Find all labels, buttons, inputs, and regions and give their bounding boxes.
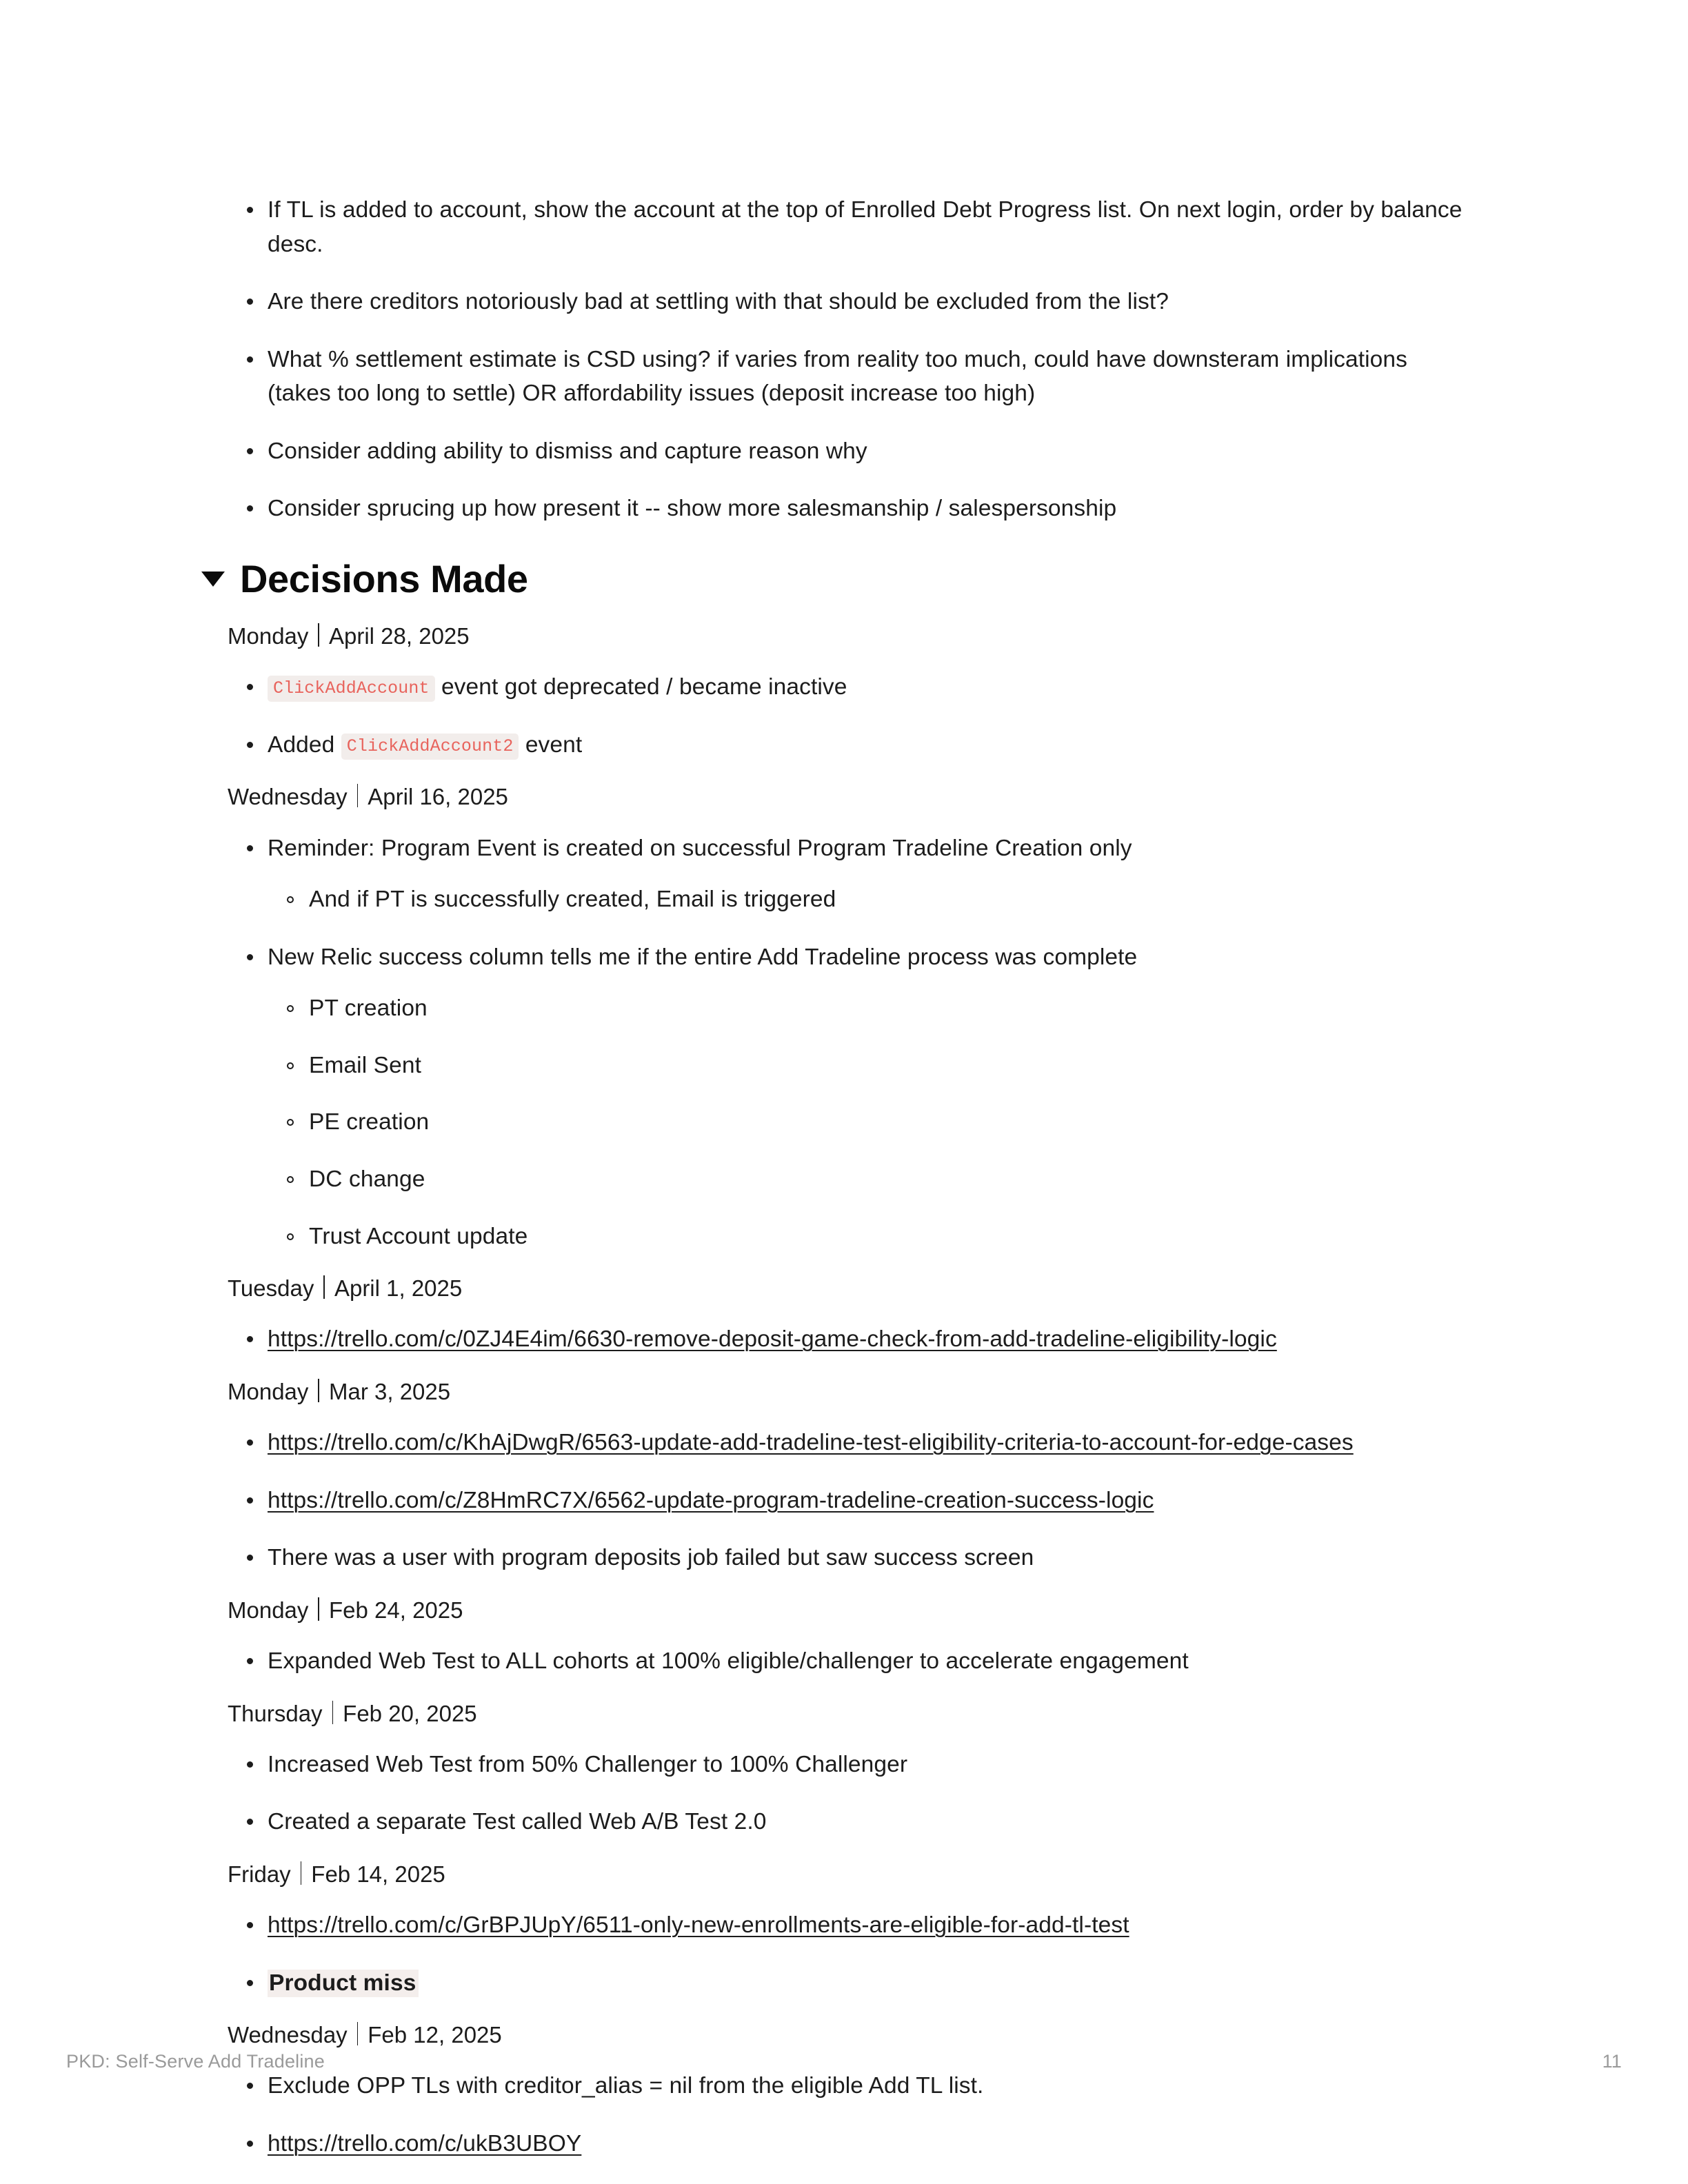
date-separator-icon xyxy=(318,623,319,647)
list-item xyxy=(228,940,1469,1253)
entry-date: Mar 3, 2025 xyxy=(329,1378,451,1404)
decision-entry-group xyxy=(228,781,1469,1253)
list-item-text: Reminder: Program Event is created on successful Program Tradeline Creation only xyxy=(268,835,1132,861)
list-item: If TL is added to account, show the account at the top of Enrolled Debt Progress list. On next login, order by balance desc. xyxy=(228,193,1469,261)
date-separator-icon xyxy=(318,1379,319,1402)
entry-date: Feb 20, 2025 xyxy=(343,1700,477,1726)
list-item-text: Added xyxy=(268,731,341,758)
list-item xyxy=(228,1541,1469,1575)
trello-link[interactable]: https://trello.com/c/GrBPJUpY/6511-only-new-enrollments-are-eligible-for-add-tl-test xyxy=(268,1912,1129,1939)
date-separator-icon xyxy=(323,1275,325,1299)
date-separator-icon xyxy=(357,784,359,807)
list-item-text: event xyxy=(519,731,583,758)
entry-date-heading xyxy=(228,1376,1469,1408)
list-item: What % settlement estimate is CSD using? if varies from reality too much, could have downsteram implications (takes too long to settle) OR affordability issues (deposit increase too high) xyxy=(228,343,1469,411)
date-separator-icon xyxy=(357,2022,359,2045)
trello-link[interactable]: https://trello.com/c/ukB3UBOY xyxy=(268,2131,582,2157)
triangle-down-icon[interactable] xyxy=(201,572,225,587)
trello-link[interactable]: https://trello.com/c/KhAjDwgR/6563-update-add-tradeline-test-eligibility-criteria-to-account-for-edge-cases xyxy=(268,1430,1354,1456)
entry-weekday: Tuesday xyxy=(228,1275,314,1302)
list-item[interactable] xyxy=(228,1322,1469,1357)
list-item xyxy=(228,831,1469,917)
entry-bullet-list xyxy=(228,1908,1469,2000)
page-title: Decisions Made xyxy=(240,557,528,601)
highlighted-bold-text: Product miss xyxy=(268,1970,419,1997)
entry-date-heading xyxy=(228,1698,1469,1730)
trello-link[interactable]: https://trello.com/c/Z8HmRC7X/6562-update-program-tradeline-creation-success-logic xyxy=(268,1487,1154,1513)
entry-date-heading xyxy=(228,620,1469,652)
decision-entry-group xyxy=(228,1273,1469,1357)
list-item: Trust Account update xyxy=(268,1220,1469,1254)
section-heading-decisions-made[interactable] xyxy=(201,556,1469,601)
decision-entry-group xyxy=(228,1698,1469,1839)
entry-weekday: Monday xyxy=(228,623,309,649)
entry-date-heading xyxy=(228,1595,1469,1626)
entry-date: Feb 12, 2025 xyxy=(368,2022,502,2048)
sub-bullet-list xyxy=(268,992,1469,1253)
entry-date: April 28, 2025 xyxy=(329,623,470,649)
sub-bullet-list xyxy=(268,883,1469,917)
entry-bullet-list xyxy=(228,2069,1469,2161)
decision-entry-group xyxy=(228,620,1469,762)
date-separator-icon xyxy=(301,1861,302,1885)
list-item xyxy=(228,728,1469,762)
entry-date-heading xyxy=(228,2019,1469,2051)
inline-code-chip: ClickAddAccount2 xyxy=(341,734,519,760)
list-item xyxy=(228,670,1469,705)
decision-entry-group xyxy=(228,2019,1469,2161)
entry-weekday: Monday xyxy=(228,1378,309,1404)
decision-entry-group xyxy=(228,1376,1469,1575)
entry-weekday: Thursday xyxy=(228,1700,323,1726)
list-item: Consider sprucing up how present it -- show more salesmanship / salespersonship xyxy=(228,492,1469,526)
list-item xyxy=(228,1644,1469,1679)
list-item[interactable] xyxy=(228,2127,1469,2161)
inline-code-chip: ClickAddAccount xyxy=(268,676,435,702)
entry-date-heading xyxy=(228,1859,1469,1890)
list-item xyxy=(228,1966,1469,2001)
list-item-text: event got deprecated / became inactive xyxy=(434,674,847,700)
entry-date: April 1, 2025 xyxy=(334,1275,463,1302)
date-separator-icon xyxy=(332,1701,334,1724)
entry-date-heading xyxy=(228,781,1469,813)
entry-bullet-list xyxy=(228,831,1469,1254)
entry-date: Feb 24, 2025 xyxy=(329,1597,463,1623)
entry-weekday: Wednesday xyxy=(228,2022,348,2048)
entry-bullet-list xyxy=(228,1644,1469,1679)
entry-bullet-list xyxy=(228,1426,1469,1575)
list-item xyxy=(228,1805,1469,1839)
decision-entries xyxy=(228,620,1469,2161)
footer-document-title: PKD: Self-Serve Add Tradeline xyxy=(66,2051,325,2072)
page-content xyxy=(228,193,1469,2163)
entry-date: Feb 14, 2025 xyxy=(311,1861,445,1887)
list-item[interactable] xyxy=(228,1426,1469,1460)
list-item xyxy=(228,1748,1469,1782)
decision-entry-group xyxy=(228,1859,1469,2000)
intro-bullet-list xyxy=(228,193,1469,526)
entry-bullet-list xyxy=(228,1322,1469,1357)
list-item: DC change xyxy=(268,1163,1469,1197)
list-item: Consider adding ability to dismiss and capture reason why xyxy=(228,434,1469,469)
page-footer xyxy=(66,2051,1622,2072)
list-item-text: Increased Web Test from 50% Challenger to 100% Challenger xyxy=(268,1751,908,1777)
list-item-text: Exclude OPP TLs with creditor_alias = nil from the eligible Add TL list. xyxy=(268,2073,984,2099)
list-item xyxy=(228,2069,1469,2103)
list-item-text: Expanded Web Test to ALL cohorts at 100% eligible/challenger to accelerate engagement xyxy=(268,1648,1189,1674)
footer-page-number: 11 xyxy=(1602,2051,1622,2072)
list-item[interactable] xyxy=(228,1484,1469,1518)
entry-weekday: Friday xyxy=(228,1861,291,1887)
entry-date: April 16, 2025 xyxy=(368,784,508,810)
list-item: PT creation xyxy=(268,992,1469,1026)
list-item: Are there creditors notoriously bad at settling with that should be excluded from the list? xyxy=(228,285,1469,319)
list-item-text: Created a separate Test called Web A/B Test 2.0 xyxy=(268,1809,767,1835)
list-item: Email Sent xyxy=(268,1049,1469,1083)
entry-bullet-list xyxy=(228,670,1469,762)
trello-link[interactable]: https://trello.com/c/0ZJ4E4im/6630-remove-deposit-game-check-from-add-tradeline-eligibility-logic xyxy=(268,1326,1277,1353)
list-item: PE creation xyxy=(268,1106,1469,1140)
list-item: And if PT is successfully created, Email is triggered xyxy=(268,883,1469,917)
entry-date-heading xyxy=(228,1273,1469,1304)
list-item-text: New Relic success column tells me if the entire Add Tradeline process was complete xyxy=(268,944,1138,970)
entry-weekday: Monday xyxy=(228,1597,309,1623)
decision-entry-group xyxy=(228,1595,1469,1679)
date-separator-icon xyxy=(318,1597,319,1621)
list-item[interactable] xyxy=(228,1908,1469,1943)
entry-bullet-list xyxy=(228,1748,1469,1839)
entry-weekday: Wednesday xyxy=(228,784,348,810)
list-item-text: There was a user with program deposits job failed but saw success screen xyxy=(268,1545,1034,1571)
